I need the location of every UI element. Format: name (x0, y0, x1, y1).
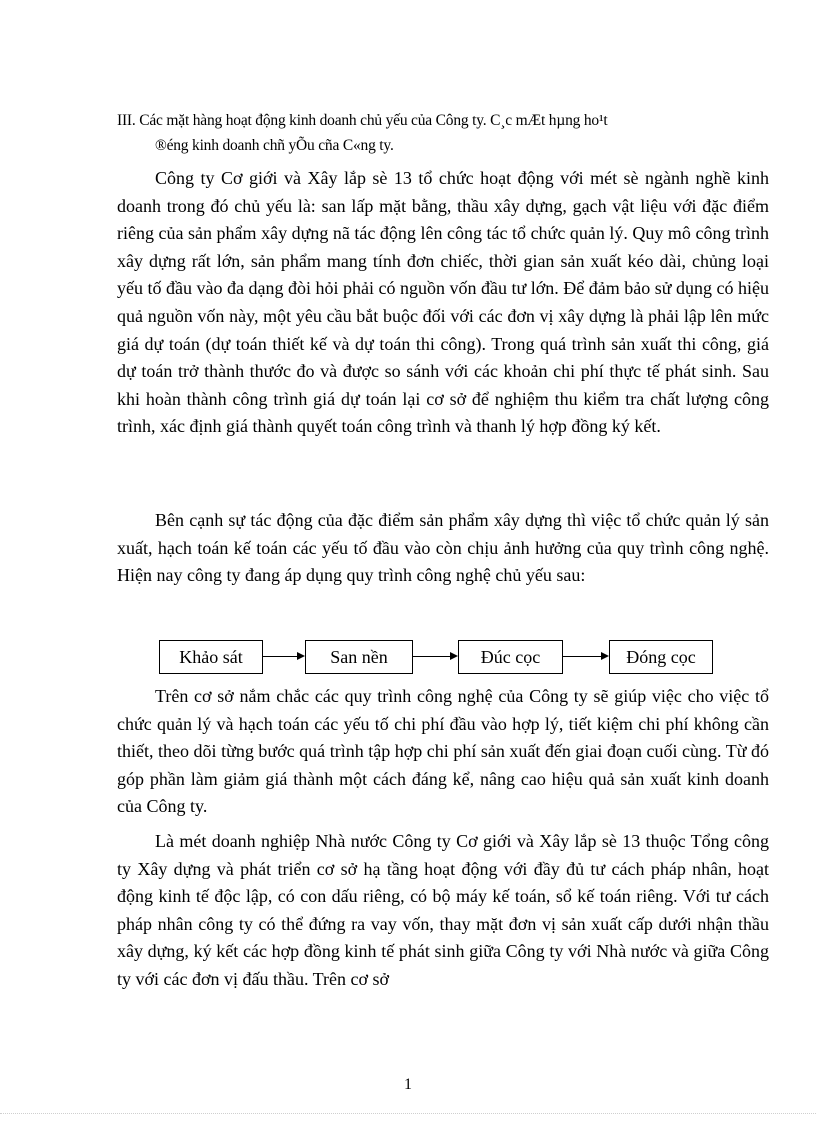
paragraph-technology-process: Bên cạnh sự tác động của đặc điểm sản phẩm xây dựng thì việc tổ chức quản lý sản xuất, hạch toán kế toán các yếu tố đầu vào còn chịu ảnh hưởng của quy trình công nghệ. Hiện nay công ty đang áp dụng quy trình công nghệ chủ yếu sau: (117, 510, 769, 586)
flow-step-survey: Khảo sát (159, 640, 263, 674)
heading-line-2: ®éng kinh doanh chñ yÕu cña C«ng ty. (155, 137, 394, 154)
flow-arrow (413, 655, 458, 658)
flow-step-pile-casting: Đúc cọc (458, 640, 563, 674)
paragraph-legal-entity: Là mét doanh nghiệp Nhà nước Công ty Cơ giới và Xây lắp sè 13 thuộc Tổng công ty Xây dựng và phát triển cơ sở hạ tầng hoạt động với đầy đủ tư cách pháp nhân, hoạt động kinh tế độc lập, có con dấu riêng, có bộ máy kế toán, sổ kế toán riêng. Với tư cách pháp nhân công ty có thể đứng ra vay vốn, thay mặt đơn vị sản xuất cấp dưới nhận thầu xây dựng, ký kết các hợp đồng kinh tế phát sinh giữa Công ty với Nhà nước và giữa Công ty với các đơn vị đấu thầu. Trên cơ sở (117, 831, 769, 989)
flow-arrow (563, 655, 609, 658)
heading-line-1: III. Các mặt hàng hoạt động kinh doanh chủ yếu của Công ty. C¸c mÆt hµng ho¹t (117, 112, 608, 129)
paragraph-business-overview: Công ty Cơ giới và Xây lắp sè 13 tổ chức hoạt động với mét sè ngành nghề kinh doanh trong đó chủ yếu là: san lấp mặt bằng, thầu xây dựng, gạch vật liệu với đặc điểm riêng của sản phẩm xây dựng nã tác động lên công tác tổ chức quản lý. Quy mô công trình xây dựng rất lớn, sản phẩm mang tính đơn chiếc, thời gian sản xuất kéo dài, chủng loại yếu tố đầu vào đa dạng đòi hỏi phải có nguồn vốn đầu tư lớn. Để đảm bảo sử dụng có hiệu quả nguồn vốn này, một yêu cầu bắt buộc đối với các đơn vị xây dựng là phải lập lên mức giá dự toán (dự toán thiết kế và dự toán thi công). Trong quá trình sản xuất thi công, giá dự toán trở thành thước đo và được so sánh với các khoản chi phí thực tế phát sinh. Sau khi hoàn thành công trình giá dự toán lại cơ sở để nghiệm thu kiểm tra chất lượng công trình, xác định giá thành quyết toán công trình và thanh lý hợp đồng ký kết. (117, 168, 769, 437)
flow-step-pile-driving: Đóng cọc (609, 640, 713, 674)
flow-arrow (263, 655, 305, 658)
section-heading (117, 108, 777, 158)
flow-step-leveling: San nền (305, 640, 413, 674)
page-number: 1 (404, 1076, 412, 1093)
paragraph-benefits: Trên cơ sở nắm chắc các quy trình công nghệ của Công ty sẽ giúp việc cho việc tổ chức quản lý và hạch toán các yếu tố chi phí đầu vào hợp lý, tiết kiệm chi phí không cần thiết, theo dõi từng bước quá trình tập hợp chi phí sản xuất đến giai đoạn cuối cùng. Từ đó góp phần làm giảm giá thành một cách đáng kể, nâng cao hiệu quả sản xuất kinh doanh của Công ty. (117, 686, 769, 817)
page-bottom-border (0, 1113, 816, 1114)
process-flow-diagram (0, 640, 816, 684)
